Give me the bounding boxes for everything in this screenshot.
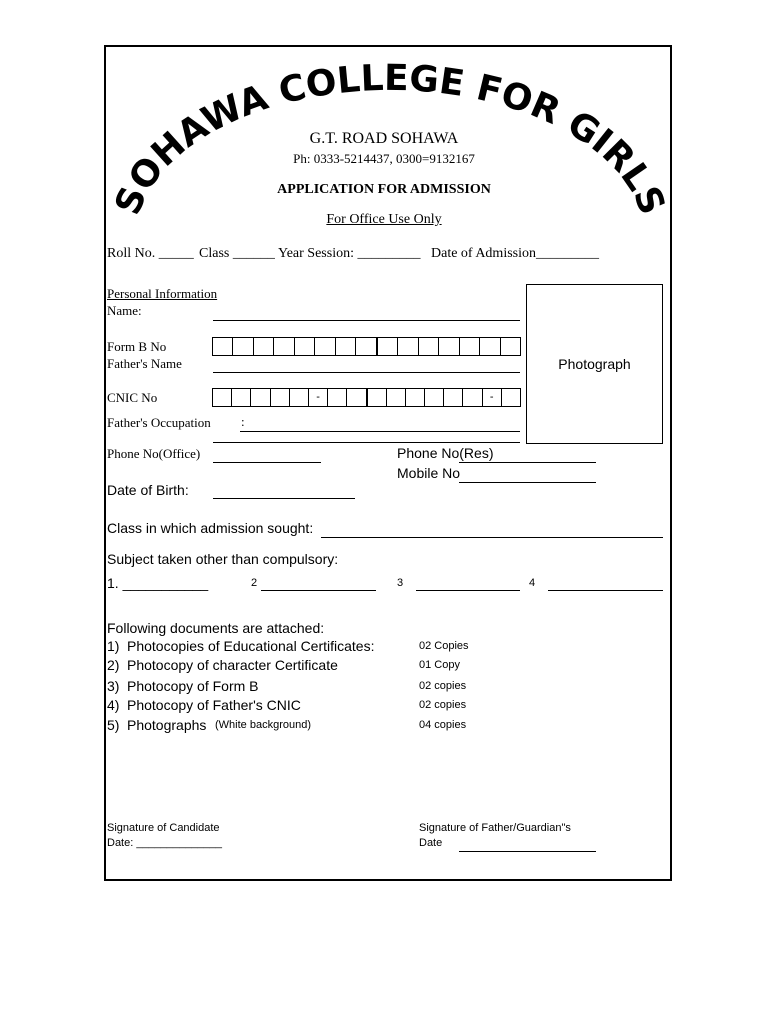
name-label: Name: [107, 303, 142, 318]
document-note: (White background) [215, 719, 311, 731]
document-copies: 02 copies [419, 699, 467, 711]
form-b-label: Form B No [107, 339, 167, 354]
subject-3-label: 3 [397, 577, 404, 589]
candidate-signature-label: Signature of Candidate [107, 822, 220, 834]
cnic-separator-1: - [308, 389, 327, 406]
document-copies: 02 copies [419, 680, 467, 692]
phone-res-label: Phone No(Res) [397, 445, 494, 461]
subject-4-input-line[interactable] [548, 590, 663, 591]
year-session-field[interactable]: Year Session: _________ [278, 246, 421, 261]
mobile-input-line[interactable] [459, 482, 596, 483]
subject-2-label: 2 [251, 577, 258, 589]
document-num: 2) [107, 657, 120, 673]
document-copies: 04 copies [419, 719, 467, 731]
class-sought-input-line[interactable] [321, 537, 663, 538]
cnic-separator-2: - [482, 389, 501, 406]
document-label: Photocopy of Form B [127, 678, 259, 694]
document-label: Photographs [127, 717, 207, 733]
college-address: G.T. ROAD SOHAWA [309, 130, 459, 147]
document-copies: 02 Copies [419, 640, 469, 652]
guardian-date-input-line[interactable] [459, 851, 596, 852]
document-num: 4) [107, 697, 120, 713]
phone-res-input-line[interactable] [459, 462, 596, 463]
occupation-colon: : [241, 414, 245, 429]
guardian-signature-label: Signature of Father/Guardian"s [419, 822, 571, 834]
documents-heading: Following documents are attached: [107, 620, 325, 636]
college-name: SOHAWA COLLEGE FOR GIRLS [107, 57, 673, 221]
cnic-label: CNIC No [107, 390, 158, 405]
guardian-date-label: Date [419, 837, 443, 849]
document-label: Photocopy of character Certificate [127, 657, 338, 673]
photograph-label: Photograph [558, 356, 631, 372]
father-occupation-label: Father's Occupation [107, 415, 211, 430]
personal-info-heading: Personal Information [107, 286, 218, 301]
subject-4-label: 4 [529, 577, 536, 589]
mobile-label: Mobile No [397, 465, 461, 481]
document-num: 1) [107, 638, 120, 654]
cnic-boxes[interactable] [212, 388, 521, 407]
date-of-admission-field[interactable]: Date of Admission_________ [431, 246, 599, 261]
subject-1-field[interactable]: 1. ___________ [107, 575, 209, 591]
father-name-label: Father's Name [107, 356, 182, 371]
dob-input-line[interactable] [213, 498, 355, 499]
candidate-date-field[interactable]: Date: ______________ [107, 837, 222, 849]
document-copies: 01 Copy [419, 659, 460, 671]
dob-label: Date of Birth: [107, 482, 189, 498]
father-occupation-input-line[interactable] [240, 431, 520, 432]
document-label: Photocopies of Educational Certificates: [127, 638, 375, 654]
class-field[interactable]: Class ______ [199, 246, 275, 261]
class-sought-label: Class in which admission sought: [107, 520, 314, 536]
form-title: APPLICATION FOR ADMISSION [277, 182, 491, 197]
document-label: Photocopy of Father's CNIC [127, 697, 301, 713]
subjects-label: Subject taken other than compulsory: [107, 551, 339, 567]
name-input-line[interactable] [213, 320, 520, 321]
document-num: 5) [107, 717, 120, 733]
father-name-input-line[interactable] [213, 372, 520, 373]
subject-2-input-line[interactable] [261, 590, 376, 591]
document-num: 3) [107, 678, 120, 694]
phone-office-label: Phone No(Office) [107, 446, 201, 461]
phone-office-input-line[interactable] [213, 462, 321, 463]
father-occupation-input-line-2[interactable] [213, 442, 520, 443]
office-use-label: For Office Use Only [326, 212, 442, 227]
roll-no-field[interactable]: Roll No. _____ [107, 246, 194, 261]
college-phone: Ph: 0333-5214437, 0300=9132167 [293, 151, 475, 166]
form-b-boxes[interactable] [212, 337, 521, 356]
subject-3-input-line[interactable] [416, 590, 520, 591]
